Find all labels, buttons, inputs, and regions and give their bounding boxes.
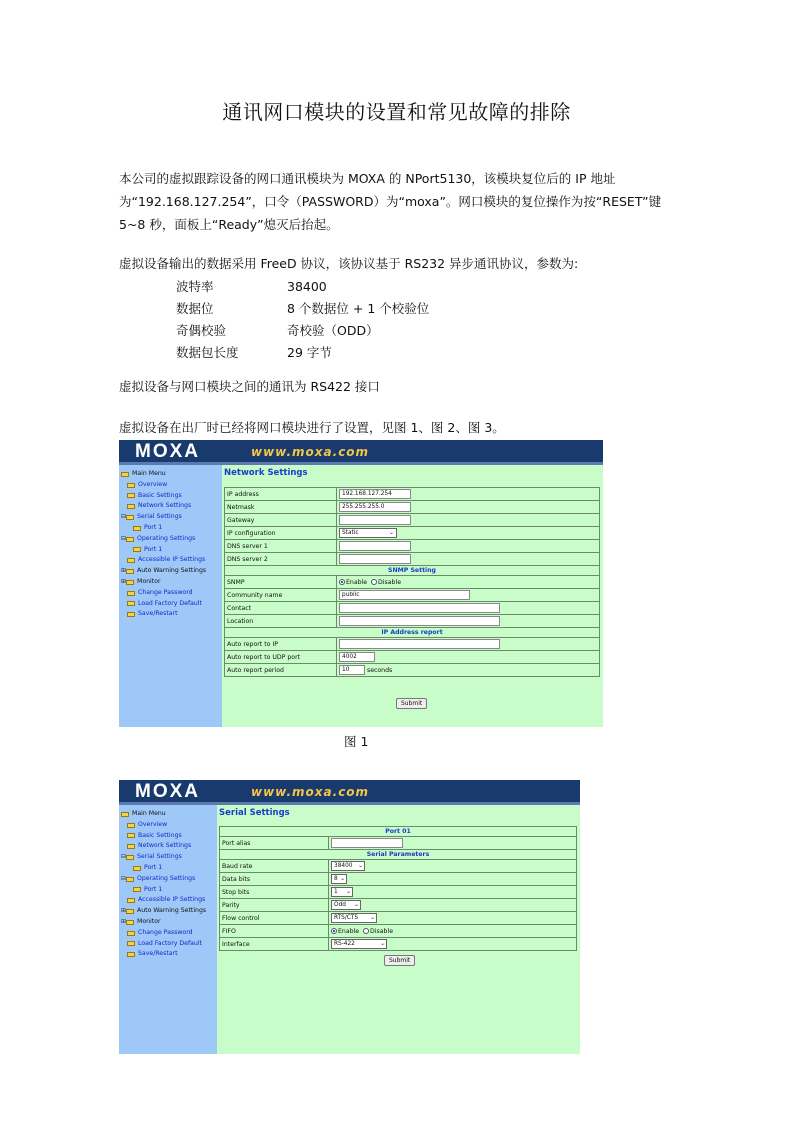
netmask-input[interactable]: 255.255.255.0 xyxy=(339,502,411,512)
dns-server-2-input[interactable] xyxy=(339,554,411,564)
table-row: Flow control RTS/CTS ⌄ xyxy=(220,912,577,925)
table-row: Community name public xyxy=(225,589,600,602)
ip-configuration-select[interactable]: Static ⌄ xyxy=(339,528,397,538)
table-row: IP address 192.168.127.254 xyxy=(225,488,600,501)
data-bits-select[interactable]: 8 ⌄ xyxy=(331,874,347,884)
menu-monitor[interactable]: ⊞ Monitor xyxy=(121,917,161,925)
param-row: 数据位 8 个数据位 + 1 个校验位 xyxy=(176,301,430,316)
dns-server-1-input[interactable] xyxy=(339,541,411,551)
paragraph-factory-setup: 虚拟设备在出厂时已经将网口模块进行了设置，见图 1、图 2、图 3。 xyxy=(119,420,505,435)
sidebar-menu xyxy=(119,805,217,1054)
table-row xyxy=(225,566,600,576)
param-row: 数据包长度 29 字节 xyxy=(176,345,332,360)
moxa-logo: MOXA xyxy=(135,781,200,802)
table-row: Stop bits 1 ⌄ xyxy=(220,886,577,899)
network-settings-table xyxy=(224,487,600,677)
table-row: Auto report to UDP port 4002 xyxy=(225,651,600,664)
snmp-header: SNMP Setting xyxy=(225,566,600,576)
menu-serial-port-1[interactable]: Port 1 xyxy=(119,523,222,534)
parity-select[interactable]: Odd ⌄ xyxy=(331,900,361,910)
menu-accessible-ip[interactable]: Accessible IP Settings xyxy=(119,895,217,906)
gateway-input[interactable] xyxy=(339,515,411,525)
ip-report-header: IP Address report xyxy=(225,628,600,638)
menu-main[interactable]: Main Menu xyxy=(119,469,222,480)
chevron-down-icon: ⌄ xyxy=(358,863,363,869)
report-period-input[interactable]: 10 xyxy=(339,665,365,675)
menu-overview[interactable]: Overview xyxy=(119,480,222,491)
table-row: Netmask 255.255.255.0 xyxy=(225,501,600,514)
menu-serial-port-1[interactable]: Port 1 xyxy=(119,863,217,874)
port-alias-input[interactable] xyxy=(331,838,403,848)
table-row: FIFO Enable Disable xyxy=(220,925,577,938)
panel-title: Serial Settings xyxy=(219,808,290,818)
auto-report-ip-input[interactable] xyxy=(339,639,500,649)
menu-save-restart[interactable]: Save/Restart xyxy=(119,609,222,620)
table-row: SNMP Enable Disable xyxy=(225,576,600,589)
param-row: 奇偶校验 奇校验（ODD） xyxy=(176,323,379,338)
submit-button[interactable]: Submit xyxy=(396,698,427,709)
chevron-down-icon: ⌄ xyxy=(370,915,375,921)
table-row: IP configuration Static ⌄ xyxy=(225,527,600,540)
table-row: Baud rate 38400 ⌄ xyxy=(220,860,577,873)
document-title: 通讯网口模块的设置和常见故障的排除 xyxy=(222,100,571,124)
snmp-disable-radio[interactable] xyxy=(371,579,377,585)
menu-main[interactable]: Main Menu xyxy=(119,809,217,820)
menu-load-factory-default[interactable]: Load Factory Default xyxy=(119,599,222,610)
table-row: DNS server 1 xyxy=(225,540,600,553)
menu-auto-warning[interactable]: ⊞ Auto Warning Settings xyxy=(121,907,207,915)
figure-1-caption: 图 1 xyxy=(344,734,369,749)
param-row: 波特率 38400 xyxy=(176,279,327,294)
menu-operating-port-1[interactable]: Port 1 xyxy=(119,545,222,556)
interface-select[interactable]: RS-422 ⌄ xyxy=(331,939,387,949)
snmp-enable-radio[interactable] xyxy=(339,579,345,585)
menu-operating-port-1[interactable]: Port 1 xyxy=(119,885,217,896)
menu-overview[interactable]: Overview xyxy=(119,820,217,831)
paragraph-module-info: 本公司的虚拟跟踪设备的网口通讯模块为 MOXA 的 NPort5130，该模块复位后的 IP 地址为“192.168.127.254”，口令（PASSWORD）为“moxa”。网口模块的复位操作为按“RESET”键 5~8 秒，面板上“Ready”熄灭后抬起。 xyxy=(119,171,662,232)
menu-network-settings[interactable]: Network Settings xyxy=(119,501,222,512)
table-row: Parity Odd ⌄ xyxy=(220,899,577,912)
protocol-params xyxy=(176,276,429,364)
chevron-down-icon: ⌄ xyxy=(340,876,345,882)
menu-change-password[interactable]: Change Password xyxy=(119,928,217,939)
flow-control-select[interactable]: RTS/CTS ⌄ xyxy=(331,913,377,923)
serial-settings-panel xyxy=(217,805,580,1054)
menu-monitor[interactable]: ⊞ Monitor xyxy=(121,577,161,585)
menu-basic-settings[interactable]: Basic Settings xyxy=(119,491,222,502)
panel-title: Network Settings xyxy=(224,468,308,478)
figure-1-network-settings xyxy=(119,440,603,727)
moxa-logo: MOXA xyxy=(135,441,200,462)
menu-serial-settings[interactable]: ⊟ Serial Settings xyxy=(121,853,182,861)
serial-settings-table xyxy=(219,826,577,951)
table-row: Contact xyxy=(225,602,600,615)
contact-input[interactable] xyxy=(339,603,500,613)
menu-save-restart[interactable]: Save/Restart xyxy=(119,949,217,960)
table-row: Data bits 8 ⌄ xyxy=(220,873,577,886)
paragraph-interface: 虚拟设备与网口模块之间的通讯为 RS422 接口 xyxy=(119,379,380,394)
fifo-enable-radio[interactable] xyxy=(331,928,337,934)
serial-params-header: Serial Parameters xyxy=(220,850,577,860)
stop-bits-select[interactable]: 1 ⌄ xyxy=(331,887,353,897)
sidebar-menu xyxy=(119,465,222,727)
figure-2-serial-settings xyxy=(119,780,580,1054)
chevron-down-icon: ⌄ xyxy=(346,889,351,895)
network-settings-panel xyxy=(222,465,603,727)
chevron-down-icon: ⌄ xyxy=(380,941,385,947)
table-row: Location xyxy=(225,615,600,628)
fifo-disable-radio[interactable] xyxy=(363,928,369,934)
menu-accessible-ip[interactable]: Accessible IP Settings xyxy=(119,555,222,566)
chevron-down-icon: ⌄ xyxy=(389,530,394,536)
table-row xyxy=(220,850,577,860)
menu-operating-settings[interactable]: ⊟ Operating Settings xyxy=(121,874,196,882)
paragraph-protocol: 虚拟设备输出的数据采用 FreeD 协议，该协议基于 RS232 异步通讯协议，参数为: xyxy=(119,256,579,271)
table-row xyxy=(225,628,600,638)
chevron-down-icon: ⌄ xyxy=(354,902,359,908)
menu-network-settings[interactable]: Network Settings xyxy=(119,841,217,852)
community-name-input[interactable]: public xyxy=(339,590,470,600)
table-row: Gateway xyxy=(225,514,600,527)
table-row xyxy=(220,827,577,837)
table-row: Port alias xyxy=(220,837,577,850)
menu-load-factory-default[interactable]: Load Factory Default xyxy=(119,939,217,950)
table-row: Auto report period 10 seconds xyxy=(225,664,600,677)
table-row: Interface RS-422 ⌄ xyxy=(220,938,577,951)
moxa-url: www.moxa.com xyxy=(251,445,370,459)
table-row: DNS server 2 xyxy=(225,553,600,566)
moxa-banner xyxy=(119,780,580,805)
table-row: Auto report to IP xyxy=(225,638,600,651)
port-header: Port 01 xyxy=(220,827,577,837)
location-input[interactable] xyxy=(339,616,500,626)
menu-operating-settings[interactable]: ⊟ Operating Settings xyxy=(121,534,196,542)
menu-basic-settings[interactable]: Basic Settings xyxy=(119,831,217,842)
ip-address-input[interactable]: 192.168.127.254 xyxy=(339,489,411,499)
udp-port-input[interactable]: 4002 xyxy=(339,652,375,662)
menu-auto-warning[interactable]: ⊞ Auto Warning Settings xyxy=(121,567,207,575)
menu-serial-settings[interactable]: ⊟ Serial Settings xyxy=(121,513,182,521)
menu-change-password[interactable]: Change Password xyxy=(119,588,222,599)
submit-button[interactable]: Submit xyxy=(384,955,415,966)
moxa-url: www.moxa.com xyxy=(251,785,370,799)
moxa-banner xyxy=(119,440,603,465)
baud-rate-select[interactable]: 38400 ⌄ xyxy=(331,861,365,871)
